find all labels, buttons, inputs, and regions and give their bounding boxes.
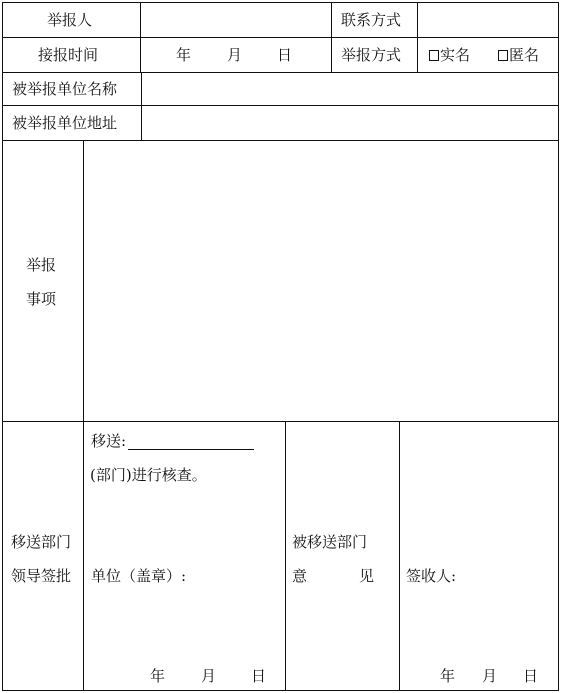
recipient-dept-label: 被移送部门 bbox=[292, 533, 368, 551]
reported-unit-address-label: 被举报单位地址 bbox=[12, 114, 118, 132]
report-method-label: 举报方式 bbox=[341, 46, 402, 64]
signer-date-year: 年 bbox=[440, 667, 456, 685]
reported-unit-name-field[interactable] bbox=[142, 73, 558, 105]
checkbox-icon[interactable] bbox=[429, 50, 439, 61]
reported-unit-name-label: 被举报单位名称 bbox=[12, 80, 118, 98]
transfer-date-month: 月 bbox=[201, 667, 217, 685]
opinion-label-2: 见 bbox=[359, 567, 375, 585]
opinion-label-1: 意 bbox=[292, 567, 308, 585]
report-matter-label-line1: 举报 bbox=[26, 256, 57, 274]
checkbox-icon[interactable] bbox=[498, 50, 508, 61]
transfer-date-day: 日 bbox=[251, 667, 267, 685]
signer-date-day: 日 bbox=[523, 667, 539, 685]
option-anonymous[interactable] bbox=[498, 46, 539, 64]
reporter-field[interactable] bbox=[141, 3, 331, 37]
transfer-department-field[interactable] bbox=[128, 428, 254, 450]
date-year: 年 bbox=[176, 46, 192, 64]
date-month: 月 bbox=[227, 46, 243, 64]
contact-label: 联系方式 bbox=[341, 11, 402, 29]
signer-date-month: 月 bbox=[482, 667, 498, 685]
signer-field[interactable] bbox=[460, 560, 555, 590]
contact-field[interactable] bbox=[418, 3, 558, 37]
report-matter-label-line2: 事项 bbox=[26, 290, 57, 308]
reporter-label: 举报人 bbox=[47, 11, 93, 29]
option-real-name[interactable] bbox=[429, 46, 470, 64]
option-real-name-label: 实名 bbox=[440, 46, 471, 64]
leader-signoff-line1: 移送部门 bbox=[11, 533, 72, 551]
option-anonymous-label: 匿名 bbox=[509, 46, 540, 64]
receipt-time-label: 接报时间 bbox=[38, 46, 99, 64]
transfer-label: 移送: bbox=[91, 432, 127, 450]
date-day: 日 bbox=[277, 46, 293, 64]
reported-unit-address-field[interactable] bbox=[142, 106, 558, 140]
report-matter-field[interactable] bbox=[84, 141, 558, 421]
signer-label: 签收人: bbox=[406, 567, 457, 585]
transfer-date-year: 年 bbox=[150, 667, 166, 685]
unit-seal-label: 单位（盖章）: bbox=[91, 567, 187, 585]
leader-signoff-line2: 领导签批 bbox=[11, 567, 72, 585]
department-verify-text: (部门)进行核查。 bbox=[90, 466, 207, 484]
